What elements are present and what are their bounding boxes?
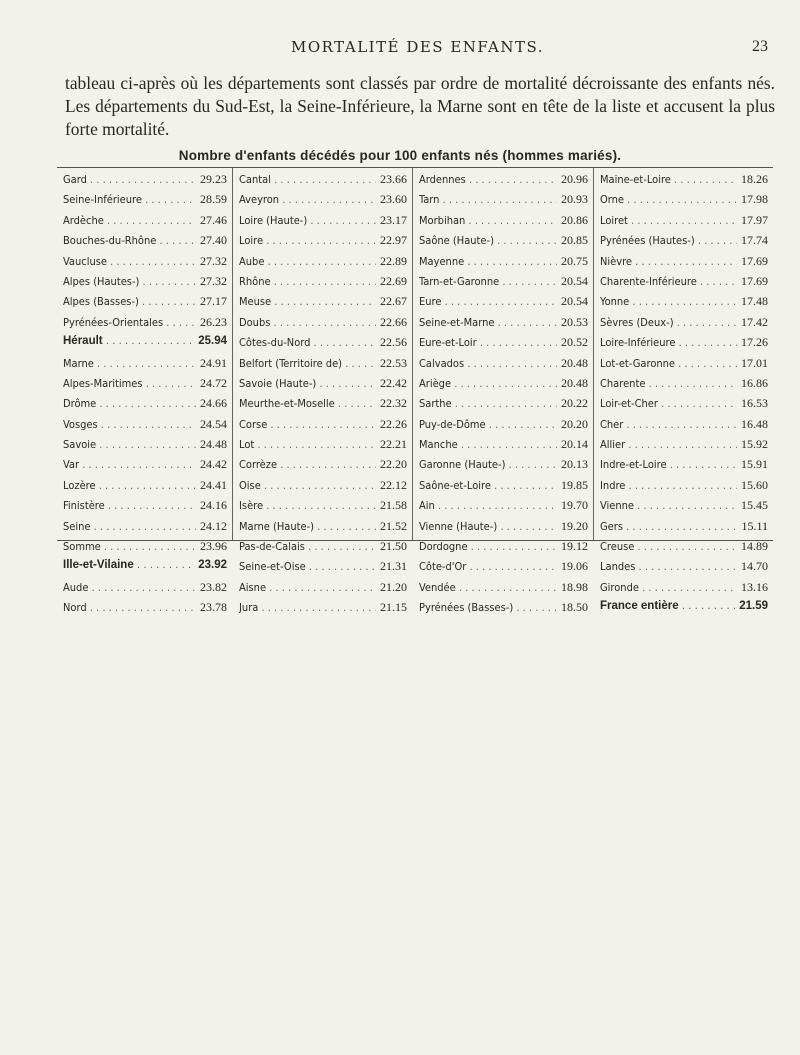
table-row [57, 417, 232, 437]
mortality-value: 15.92 [741, 437, 768, 452]
table-row [413, 396, 593, 416]
mortality-value: 20.86 [561, 212, 588, 227]
table-row [57, 192, 232, 212]
table-row [233, 274, 412, 294]
department-name: Tarn . . . [419, 193, 557, 206]
table-column-2 [232, 168, 412, 615]
department-name: Corse . . . [239, 418, 376, 431]
intro-paragraph: tableau ci-après où les départements sont classés par ordre de mortalité décroissante des enfants nés. Les départements du Sud-Est, la Seine-Inférieure, la Marne sont en tête de la liste et accusent la plus forte mortalité. [65, 73, 775, 139]
mortality-value: 21.15 [380, 600, 407, 615]
department-name: Aube . . . [239, 255, 376, 268]
table-row [57, 600, 232, 620]
mortality-value: 22.32 [380, 396, 407, 411]
mortality-value: 19.70 [561, 498, 588, 513]
table-row [57, 559, 232, 579]
table-row [413, 478, 593, 498]
table-row [233, 437, 412, 457]
mortality-value: 18.50 [561, 600, 588, 615]
mortality-value: 13.16 [741, 579, 768, 594]
mortality-value: 17.69 [741, 273, 768, 288]
mortality-value: 21.52 [380, 518, 407, 533]
mortality-value: 17.97 [741, 212, 768, 227]
table-row [233, 396, 412, 416]
department-name: Pyrénées (Basses-) . . . [419, 601, 557, 614]
department-name: Lot-et-Garonne . . . [600, 357, 737, 370]
table-row [233, 376, 412, 396]
mortality-value: 23.92 [198, 559, 227, 572]
mortality-value: 24.12 [200, 518, 227, 533]
department-name: Eure . . . [419, 295, 557, 308]
mortality-value: 18.98 [561, 579, 588, 594]
table-row [57, 376, 232, 396]
mortality-value: 22.42 [380, 375, 407, 390]
mortality-value: 15.11 [741, 518, 768, 533]
table-row [594, 498, 773, 518]
department-name: Saône (Haute-) . . . [419, 234, 557, 247]
table-row [233, 539, 412, 559]
table-row [57, 396, 232, 416]
table-row [413, 294, 593, 314]
table-row [594, 417, 773, 437]
table-row [233, 335, 412, 355]
mortality-value: 19.20 [561, 518, 588, 533]
table-row [413, 335, 593, 355]
table-row [233, 457, 412, 477]
table-row [594, 356, 773, 376]
department-name: Nièvre . . . [600, 255, 737, 268]
table-row [233, 254, 412, 274]
mortality-value: 17.69 [741, 253, 768, 268]
mortality-value: 25.94 [198, 335, 227, 348]
mortality-value: 20.22 [561, 396, 588, 411]
mortality-value: 22.97 [380, 233, 407, 248]
department-name: Côtes-du-Nord . . . [239, 336, 376, 349]
table-row [413, 559, 593, 579]
department-name: Vaucluse . . . [63, 255, 196, 268]
table-row [413, 539, 593, 559]
department-name: Vendée . . . [419, 581, 557, 594]
department-name: Seine . . . [63, 520, 196, 533]
table-row [594, 437, 773, 457]
department-name: Loire-Inférieure . . . [600, 336, 737, 349]
table-row [57, 213, 232, 233]
department-name: Tarn-et-Garonne . . . [419, 275, 557, 288]
department-name: Isère . . . [239, 499, 376, 512]
table-row [233, 192, 412, 212]
mortality-value: 23.17 [380, 212, 407, 227]
table-row [413, 580, 593, 600]
table-row [233, 417, 412, 437]
table-row [413, 498, 593, 518]
table-row [594, 213, 773, 233]
table-row [413, 519, 593, 539]
table-row [57, 580, 232, 600]
table-row [594, 294, 773, 314]
table-row [57, 519, 232, 539]
table-row [594, 580, 773, 600]
department-name: Drôme . . . [63, 397, 196, 410]
table-row [57, 335, 232, 355]
table-row [413, 376, 593, 396]
mortality-value: 20.13 [561, 457, 588, 472]
mortality-value: 19.06 [561, 559, 588, 574]
mortality-value: 19.85 [561, 477, 588, 492]
mortality-value: 20.96 [561, 172, 588, 186]
department-name: Marne (Haute-) . . . [239, 520, 376, 533]
department-name: Somme . . . [63, 540, 196, 553]
mortality-value: 24.91 [200, 355, 227, 370]
mortality-value: 21.50 [380, 539, 407, 554]
mortality-value: 24.42 [200, 457, 227, 472]
department-name: Sarthe . . . [419, 397, 557, 410]
mortality-value: 24.72 [200, 375, 227, 390]
table-row [233, 498, 412, 518]
mortality-value: 23.78 [200, 600, 227, 615]
mortality-value: 17.48 [741, 294, 768, 309]
mortality-value: 21.58 [380, 498, 407, 513]
table-row [594, 376, 773, 396]
department-name: Aveyron . . . [239, 193, 376, 206]
page-number: 23 [752, 38, 768, 55]
department-name: Cher . . . [600, 418, 737, 431]
mortality-value: 22.21 [380, 437, 407, 452]
mortality-value: 22.56 [380, 335, 407, 350]
department-name: Gironde . . . [600, 581, 737, 594]
table-row [594, 274, 773, 294]
running-header [65, 38, 770, 60]
department-name: Manche . . . [419, 438, 557, 451]
department-name: Jura . . . [239, 601, 376, 614]
department-name: Gard . . . [63, 173, 196, 186]
table-row [594, 172, 773, 192]
mortality-table [57, 167, 773, 615]
table-row [233, 315, 412, 335]
mortality-value: 22.12 [380, 477, 407, 492]
table-row [57, 172, 232, 192]
table-row [413, 213, 593, 233]
mortality-value: 22.89 [380, 253, 407, 268]
table-row [594, 600, 773, 620]
mortality-value: 20.54 [561, 273, 588, 288]
department-name: Nord . . . [63, 601, 196, 614]
department-name: Corrèze . . . [239, 458, 376, 471]
mortality-value: 20.48 [561, 375, 588, 390]
mortality-value: 20.75 [561, 253, 588, 268]
department-name: Mayenne . . . [419, 255, 557, 268]
table-row [233, 233, 412, 253]
department-name: Aude . . . [63, 581, 196, 594]
table-row [233, 600, 412, 620]
table-row [594, 559, 773, 579]
table-row [233, 356, 412, 376]
mortality-value: 14.70 [741, 559, 768, 574]
table-row [594, 315, 773, 335]
table-row [57, 498, 232, 518]
running-title: MORTALITÉ DES ENFANTS. [291, 38, 544, 56]
department-name: Marne . . . [63, 357, 196, 370]
mortality-value: 23.66 [380, 172, 407, 186]
mortality-value: 22.20 [380, 457, 407, 472]
department-name: Orne . . . [600, 193, 737, 206]
mortality-value: 27.46 [200, 212, 227, 227]
mortality-value: 18.26 [741, 172, 768, 186]
mortality-value: 17.01 [741, 355, 768, 370]
department-name: Pyrénées-Orientales . . . [63, 316, 196, 329]
mortality-value: 23.60 [380, 192, 407, 207]
mortality-value: 23.82 [200, 579, 227, 594]
department-name: Hérault . . . [63, 335, 194, 347]
table-row [413, 172, 593, 192]
table-row [233, 519, 412, 539]
department-name: Ariège . . . [419, 377, 557, 390]
department-name: Yonne . . . [600, 295, 737, 308]
department-name: Loir-et-Cher . . . [600, 397, 737, 410]
mortality-value: 17.42 [741, 314, 768, 329]
department-name: Creuse . . . [600, 540, 737, 553]
department-name: Puy-de-Dôme . . . [419, 418, 557, 431]
table-row [57, 233, 232, 253]
department-name: Pyrénées (Hautes-) . . . [600, 234, 737, 247]
department-name: Rhône . . . [239, 275, 376, 288]
mortality-value: 24.54 [200, 416, 227, 431]
department-name: Allier . . . [600, 438, 737, 451]
mortality-value: 26.23 [200, 314, 227, 329]
department-name: Seine-et-Oise . . . [239, 560, 376, 573]
mortality-value: 24.66 [200, 396, 227, 411]
department-name: Sèvres (Deux-) . . . [600, 316, 737, 329]
table-row [57, 539, 232, 559]
mortality-value: 20.48 [561, 355, 588, 370]
table-row [413, 233, 593, 253]
table-row [413, 274, 593, 294]
mortality-value: 29.23 [200, 172, 227, 186]
department-name: Indre-et-Loire . . . [600, 458, 737, 471]
department-name: Aisne . . . [239, 581, 376, 594]
department-name: France entière . . . [600, 600, 735, 612]
table-row [57, 478, 232, 498]
department-name: Ille-et-Vilaine . . . [63, 559, 194, 571]
department-name: Vienne . . . [600, 499, 737, 512]
mortality-value: 23.96 [200, 539, 227, 554]
mortality-value: 27.32 [200, 273, 227, 288]
table-row [57, 274, 232, 294]
mortality-value: 22.53 [380, 355, 407, 370]
department-name: Doubs . . . [239, 316, 376, 329]
mortality-value: 16.53 [741, 396, 768, 411]
table-column-4 [593, 168, 773, 613]
table-row [57, 437, 232, 457]
department-name: Indre . . . [600, 479, 737, 492]
department-name: Saône-et-Loire . . . [419, 479, 557, 492]
mortality-value: 20.14 [561, 437, 588, 452]
table-row [57, 294, 232, 314]
department-name: Eure-et-Loir . . . [419, 336, 557, 349]
table-column-3 [412, 168, 593, 615]
department-name: Landes . . . [600, 560, 737, 573]
department-name: Charente-Inférieure . . . [600, 275, 737, 288]
department-name: Vosges . . . [63, 418, 196, 431]
table-row [233, 172, 412, 192]
department-name: Morbihan . . . [419, 214, 557, 227]
mortality-value: 16.48 [741, 416, 768, 431]
department-name: Côte-d'Or . . . [419, 560, 557, 573]
table-row [233, 559, 412, 579]
mortality-value: 24.48 [200, 437, 227, 452]
table-row [57, 356, 232, 376]
department-name: Seine-et-Marne . . . [419, 316, 557, 329]
department-name: Cantal . . . [239, 173, 376, 186]
department-name: Maine-et-Loire . . . [600, 173, 737, 186]
table-row [413, 457, 593, 477]
mortality-value: 27.32 [200, 253, 227, 268]
table-row [594, 457, 773, 477]
department-name: Lot . . . [239, 438, 376, 451]
department-name: Pas-de-Calais . . . [239, 540, 376, 553]
mortality-value: 21.59 [739, 600, 768, 613]
mortality-value: 24.16 [200, 498, 227, 513]
department-name: Calvados . . . [419, 357, 557, 370]
mortality-value: 17.26 [741, 335, 768, 350]
department-name: Savoie (Haute-) . . . [239, 377, 376, 390]
table-row [413, 192, 593, 212]
department-name: Ardennes . . . [419, 173, 557, 186]
table-row [233, 580, 412, 600]
table-row [57, 457, 232, 477]
department-name: Finistère . . . [63, 499, 196, 512]
table-row [57, 254, 232, 274]
mortality-value: 27.40 [200, 233, 227, 248]
table-row [594, 335, 773, 355]
department-name: Meuse . . . [239, 295, 376, 308]
mortality-value: 14.89 [741, 539, 768, 554]
department-name: Belfort (Territoire de) . . . [239, 357, 376, 370]
table-title: Nombre d'enfants décédés pour 100 enfants nés (hommes mariés). [178, 148, 622, 163]
department-name: Var . . . [63, 458, 196, 471]
table-row [594, 254, 773, 274]
table-row [413, 315, 593, 335]
mortality-value: 20.53 [561, 314, 588, 329]
table-row [413, 600, 593, 620]
mortality-value: 21.31 [380, 559, 407, 574]
department-name: Oise . . . [239, 479, 376, 492]
mortality-value: 17.74 [741, 233, 768, 248]
mortality-value: 19.12 [561, 539, 588, 554]
table-row [594, 478, 773, 498]
table-row [413, 254, 593, 274]
mortality-value: 22.69 [380, 273, 407, 288]
table-row [594, 539, 773, 559]
department-name: Savoie . . . [63, 438, 196, 451]
department-name: Alpes (Basses-) . . . [63, 295, 196, 308]
mortality-value: 24.41 [200, 477, 227, 492]
department-name: Bouches-du-Rhône . . . [63, 234, 196, 247]
department-name: Vienne (Haute-) . . . [419, 520, 557, 533]
department-name: Loire (Haute-) . . . [239, 214, 376, 227]
department-name: Dordogne . . . [419, 540, 557, 553]
mortality-value: 20.20 [561, 416, 588, 431]
mortality-value: 22.26 [380, 416, 407, 431]
department-name: Seine-Inférieure . . . [63, 193, 196, 206]
table-row [594, 192, 773, 212]
mortality-value: 17.98 [741, 192, 768, 207]
table-row [594, 519, 773, 539]
mortality-value: 27.17 [200, 294, 227, 309]
department-name: Gers . . . [600, 520, 737, 533]
table-row [233, 213, 412, 233]
table-row [594, 396, 773, 416]
table-row [233, 478, 412, 498]
mortality-value: 20.93 [561, 192, 588, 207]
department-name: Loiret . . . [600, 214, 737, 227]
table-row [413, 417, 593, 437]
mortality-value: 21.20 [380, 579, 407, 594]
department-name: Charente . . . [600, 377, 737, 390]
mortality-value: 28.59 [200, 192, 227, 207]
mortality-value: 15.45 [741, 498, 768, 513]
table-row [413, 437, 593, 457]
mortality-value: 20.52 [561, 335, 588, 350]
table-row [57, 315, 232, 335]
department-name: Alpes-Maritimes . . . [63, 377, 196, 390]
table-row [413, 356, 593, 376]
table-column-1 [57, 168, 232, 615]
table-row [594, 233, 773, 253]
mortality-value: 20.54 [561, 294, 588, 309]
department-name: Garonne (Haute-) . . . [419, 458, 557, 471]
table-row [233, 294, 412, 314]
department-name: Alpes (Hautes-) . . . [63, 275, 196, 288]
mortality-value: 15.60 [741, 477, 768, 492]
mortality-value: 16.86 [741, 375, 768, 390]
department-name: Ardèche . . . [63, 214, 196, 227]
department-name: Ain . . . [419, 499, 557, 512]
mortality-value: 22.67 [380, 294, 407, 309]
department-name: Lozère . . . [63, 479, 196, 492]
department-name: Loire . . . [239, 234, 376, 247]
mortality-value: 22.66 [380, 314, 407, 329]
department-name: Meurthe-et-Moselle . . . [239, 397, 376, 410]
mortality-value: 20.85 [561, 233, 588, 248]
mortality-value: 15.91 [741, 457, 768, 472]
